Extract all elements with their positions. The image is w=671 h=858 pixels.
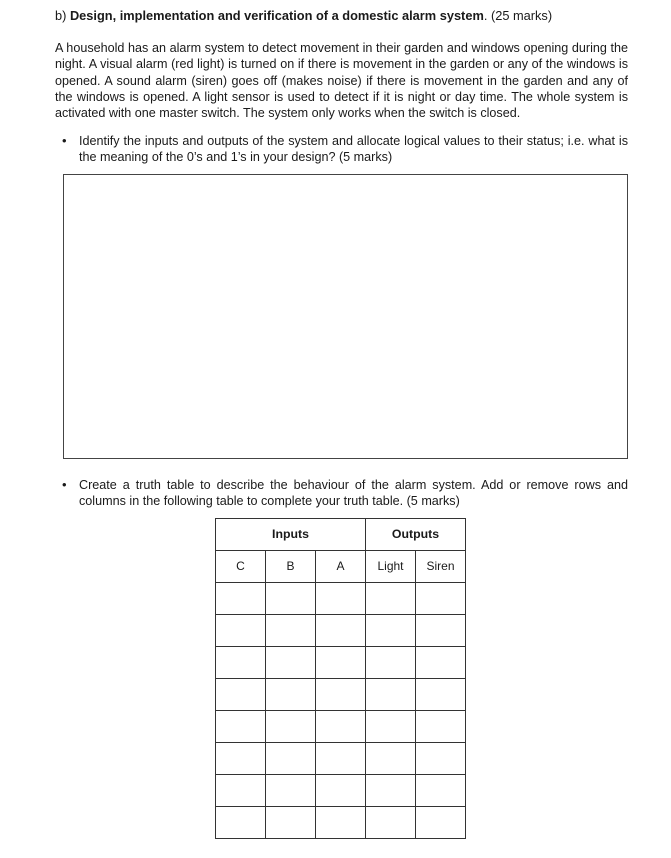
table-cell[interactable] <box>366 583 416 615</box>
table-cell[interactable] <box>216 647 266 679</box>
table-cell[interactable] <box>366 679 416 711</box>
table-cell[interactable] <box>316 711 366 743</box>
table-cell[interactable] <box>266 615 316 647</box>
bullet-identify-io <box>62 133 628 166</box>
bullet-icon: • <box>62 133 67 148</box>
table-cell[interactable] <box>416 615 466 647</box>
table-cell[interactable] <box>316 775 366 807</box>
table-cell[interactable] <box>216 615 266 647</box>
table-group-header-row <box>216 519 466 551</box>
table-row <box>216 743 466 775</box>
table-cell[interactable] <box>366 807 416 839</box>
table-cell[interactable] <box>216 775 266 807</box>
table-cell[interactable] <box>266 679 316 711</box>
table-cell[interactable] <box>266 743 316 775</box>
table-cell[interactable] <box>216 711 266 743</box>
table-cell[interactable] <box>266 775 316 807</box>
table-cell[interactable] <box>266 807 316 839</box>
table-cell[interactable] <box>266 711 316 743</box>
column-header-a: A <box>316 551 366 583</box>
column-header-b: B <box>266 551 316 583</box>
table-cell[interactable] <box>216 743 266 775</box>
table-cell[interactable] <box>366 647 416 679</box>
table-cell[interactable] <box>216 679 266 711</box>
table-cell[interactable] <box>316 679 366 711</box>
table-cell[interactable] <box>416 583 466 615</box>
bullet-icon: • <box>62 477 67 492</box>
table-row <box>216 679 466 711</box>
table-row <box>216 807 466 839</box>
column-header-c: C <box>216 551 266 583</box>
table-cell[interactable] <box>266 647 316 679</box>
intro-paragraph: A household has an alarm system to detect movement in their garden and windows opening during the night. A visual alarm (red light) is turned on if there is movement in the garden or any of the windows is opened. A sound alarm (siren) goes off (makes noise) if there is movement in the garden and any of the windows is opened. A light sensor is used to detect if it is night or day time. The whole system is activated with one master switch. The system only works when the switch is closed. <box>55 41 628 121</box>
truth-table-body <box>216 583 466 839</box>
table-cell[interactable] <box>316 743 366 775</box>
table-cell[interactable] <box>366 775 416 807</box>
table-cell[interactable] <box>416 679 466 711</box>
table-cell[interactable] <box>366 615 416 647</box>
question-number: b) <box>55 8 70 23</box>
outputs-group-header: Outputs <box>366 519 466 551</box>
question-heading <box>55 8 645 24</box>
table-row <box>216 583 466 615</box>
table-cell[interactable] <box>316 583 366 615</box>
table-cell[interactable] <box>416 775 466 807</box>
table-cell[interactable] <box>416 647 466 679</box>
table-cell[interactable] <box>216 807 266 839</box>
bullet-text: Create a truth table to describe the behaviour of the alarm system. Add or remove rows and columns in the following table to complete your truth table. (5 marks) <box>79 478 628 509</box>
table-cell[interactable] <box>316 647 366 679</box>
bullet-text: Identify the inputs and outputs of the system and allocate logical values to their status; i.e. what is the meaning of the 0’s and 1’s in your design? (5 marks) <box>79 134 628 165</box>
question-title: Design, implementation and verification of a domestic alarm system <box>69 8 484 23</box>
table-cell[interactable] <box>266 583 316 615</box>
table-cell[interactable] <box>416 807 466 839</box>
question-marks: . (25 marks) <box>483 8 553 23</box>
table-row <box>216 647 466 679</box>
table-cell[interactable] <box>366 711 416 743</box>
truth-table <box>215 518 466 839</box>
column-header-siren: Siren <box>416 551 466 583</box>
table-cell[interactable] <box>316 615 366 647</box>
bullet-truth-table <box>62 477 628 510</box>
inputs-group-header: Inputs <box>216 519 366 551</box>
table-cell[interactable] <box>366 743 416 775</box>
table-cell[interactable] <box>416 711 466 743</box>
table-row <box>216 711 466 743</box>
table-cell[interactable] <box>216 583 266 615</box>
table-cell[interactable] <box>416 743 466 775</box>
table-column-header-row <box>216 551 466 583</box>
table-row <box>216 615 466 647</box>
column-header-light: Light <box>366 551 416 583</box>
table-cell[interactable] <box>316 807 366 839</box>
answer-box[interactable] <box>63 174 628 459</box>
table-row <box>216 775 466 807</box>
